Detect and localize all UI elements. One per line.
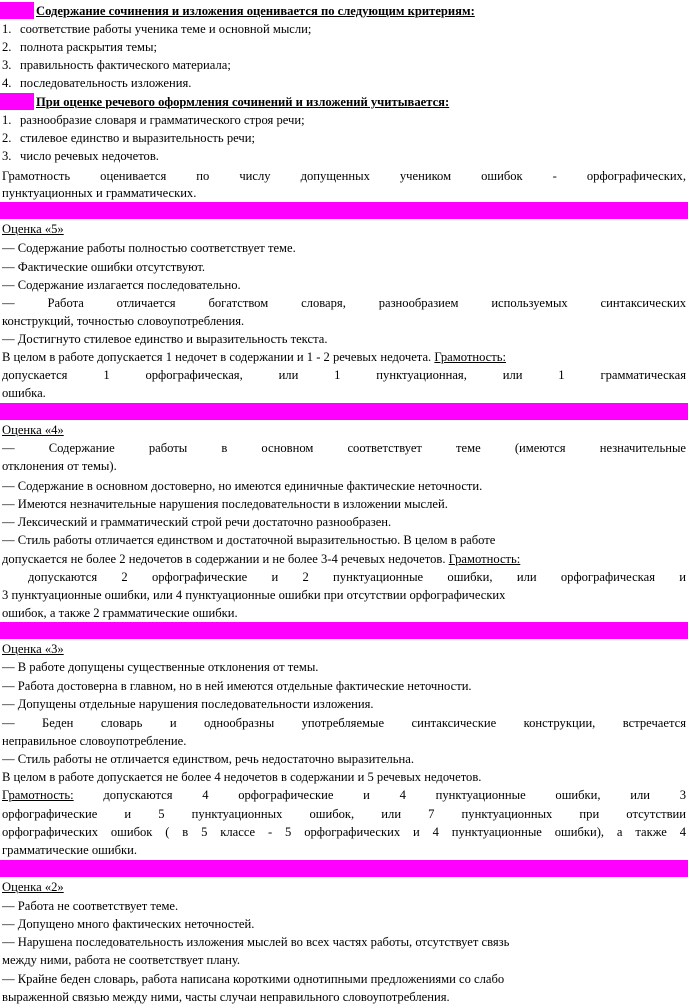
grade-line: — Содержание излагается последовательно. bbox=[2, 278, 241, 292]
grade-line: В целом в работе допускается 1 недочет в содержании и 1 - 2 речевых недочета. Грамотность: bbox=[2, 350, 507, 364]
grade-line: выраженной связью между ними, часты случаи неправильного словоупотребления. bbox=[2, 990, 450, 1004]
grade-line: конструкций, точностью словоупотребления. bbox=[2, 314, 245, 328]
grade-line: — Допущены отдельные нарушения последовательности изложения. bbox=[2, 697, 374, 711]
grade-line: орфографических ошибок ( в 5 классе - 5 орфографических и 4 пунктуационные ошибки), а также 4 bbox=[2, 825, 686, 839]
criteria-heading: Содержание сочинения и изложения оценивается по следующим критериям: bbox=[36, 4, 475, 18]
grade-line: — Беден словарь и однообразны употребляемые синтаксические конструкции, встречается bbox=[2, 716, 686, 730]
grade-line: отклонения от темы). bbox=[2, 459, 117, 473]
speech-heading: При оценке речевого оформления сочинений и изложений учитывается: bbox=[36, 95, 450, 109]
section-divider bbox=[0, 622, 688, 639]
literacy-note-line: Грамотность оценивается по числу допущенных учеником ошибок - орфографических, bbox=[2, 169, 686, 183]
grade-line: — Содержание в основном достоверно, но имеются единичные фактические неточности. bbox=[2, 479, 483, 493]
list-item: 3. число речевых недочетов. bbox=[2, 149, 159, 163]
grade-line: — Стиль работы не отличается единством, речь недостаточно выразительна. bbox=[2, 752, 414, 766]
grade-line: — Имеются незначительные нарушения последовательности в изложении мыслей. bbox=[2, 497, 448, 511]
grade-line: Грамотность: допускаются 4 орфографические и 4 пунктуационные ошибки, или 3 bbox=[2, 788, 686, 802]
grade-line: — Содержание работы полностью соответствует теме. bbox=[2, 241, 296, 255]
grade-line: — Нарушена последовательность изложения мыслей во всех частях работы, отсутствует связь bbox=[2, 935, 510, 949]
grade-line: — Достигнуто стилевое единство и выразительность текста. bbox=[2, 332, 328, 346]
grade-line: В целом в работе допускается не более 4 недочетов в содержании и 5 речевых недочетов. bbox=[2, 770, 482, 784]
grade-line: — Стиль работы отличается единством и достаточной выразительностью. В целом в работе bbox=[2, 533, 496, 547]
heading-highlight bbox=[0, 2, 34, 19]
grade-line: неправильное словоупотребление. bbox=[2, 734, 187, 748]
grade-2-title: Оценка «2» bbox=[2, 880, 64, 894]
section-divider bbox=[0, 860, 688, 877]
grade-line: — Фактические ошибки отсутствуют. bbox=[2, 260, 206, 274]
literacy-note-line: пунктуационных и грамматических. bbox=[2, 186, 197, 200]
grade-4-title: Оценка «4» bbox=[2, 423, 64, 437]
literacy-label: Грамотность: bbox=[448, 552, 521, 566]
grade-line: ошибок, а также 2 грамматические ошибки. bbox=[2, 606, 238, 620]
grade-line: — Работа достоверна в главном, но в ней имеются отдельные фактические неточности. bbox=[2, 679, 472, 693]
grade-line: — В работе допущены существенные отклонения от темы. bbox=[2, 660, 319, 674]
section-divider bbox=[0, 202, 688, 219]
grade-line: — Работа отличается богатством словаря, разнообразием используемых синтаксических bbox=[2, 296, 686, 310]
grade-line: допускается не более 2 недочетов в содержании и не более 3-4 речевых недочетов. Грамотность: bbox=[2, 552, 521, 566]
grade-line: — Допущено много фактических неточностей. bbox=[2, 917, 255, 931]
list-item: 2. стилевое единство и выразительность речи; bbox=[2, 131, 255, 145]
grade-3-title: Оценка «3» bbox=[2, 642, 64, 656]
literacy-label: Грамотность: bbox=[434, 350, 507, 364]
grade-line: — Лексический и грамматический строй речи достаточно разнообразен. bbox=[2, 515, 392, 529]
list-item: 1. соответствие работы ученика теме и основной мысли; bbox=[2, 22, 312, 36]
grade-line: допускаются 2 орфографические и 2 пунктуационные ошибки, или орфографическая и bbox=[28, 570, 686, 584]
literacy-label: Грамотность: bbox=[2, 788, 74, 802]
grade-line: орфографические и 5 пунктуационных ошибок, или 7 пунктуационных при отсутствии bbox=[2, 807, 686, 821]
grade-line: между ними, работа не соответствует плану. bbox=[2, 953, 241, 967]
list-item: 4. последовательность изложения. bbox=[2, 76, 192, 90]
grade-5-title: Оценка «5» bbox=[2, 222, 64, 236]
grade-line: — Работа не соответствует теме. bbox=[2, 899, 179, 913]
grade-line: ошибка. bbox=[2, 386, 46, 400]
heading-highlight bbox=[0, 93, 34, 110]
grade-line: — Крайне беден словарь, работа написана короткими однотипными предложениями со слабо bbox=[2, 972, 505, 986]
list-item: 2. полнота раскрытия темы; bbox=[2, 40, 157, 54]
list-item: 1. разнообразие словаря и грамматического строя речи; bbox=[2, 113, 305, 127]
grade-line: допускается 1 орфографическая, или 1 пунктуационная, или 1 грамматическая bbox=[2, 368, 686, 382]
list-item: 3. правильность фактического материала; bbox=[2, 58, 231, 72]
section-divider bbox=[0, 403, 688, 420]
grade-line: грамматические ошибки. bbox=[2, 843, 137, 857]
grade-line: 3 пунктуационные ошибки, или 4 пунктуационные ошибки при отсутствии орфографических bbox=[2, 588, 506, 602]
grade-line: — Содержание работы в основном соответствует теме (имеются незначительные bbox=[2, 441, 686, 455]
